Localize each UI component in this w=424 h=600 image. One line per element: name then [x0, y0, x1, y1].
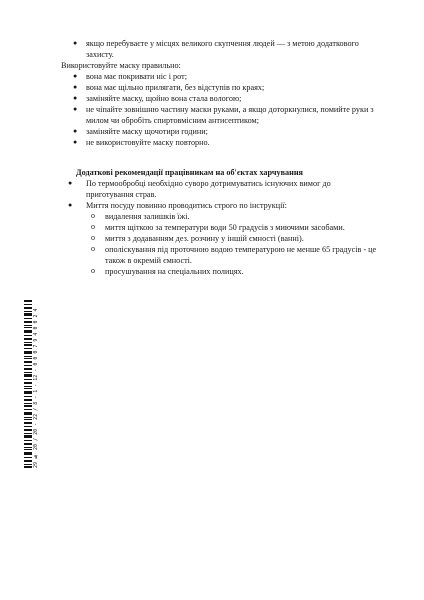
circle-bullet-icon: o	[91, 266, 95, 275]
washing-step: миття щіткою за температури води 50 градусів з миючими засобами.	[105, 223, 345, 232]
circle-bullet-icon: o	[91, 244, 95, 253]
bullet-icon: ●	[73, 83, 78, 91]
barcode-number: 29 № 20 / 20 - 22 / 8 - 1 - 12 - 0 0 0 7 9 4 0 0 2 4	[33, 308, 39, 468]
circle-bullet-icon: o	[91, 222, 95, 231]
bullet-icon: ●	[73, 127, 78, 135]
mask-intro: Використовуйте маску правильно:	[61, 61, 181, 70]
mask-rule: не використовуйте маску повторно.	[86, 138, 210, 147]
bullet-icon: ●	[68, 201, 73, 209]
mask-rule-cont: милом чи обробіть спиртовмісним антисептиком;	[86, 116, 259, 125]
bullet-icon: ●	[68, 179, 73, 187]
mask-rule: вона має щільно прилягати, без відступів по краях;	[86, 83, 265, 92]
recommendation: По термообробці необхідно суворо дотримуватись існуючих вимог до	[86, 179, 331, 188]
bullet-icon: ●	[73, 105, 78, 113]
circle-bullet-icon: o	[91, 211, 95, 220]
mask-rule: заміняйте маску щочотири години;	[86, 127, 208, 136]
washing-step: ополіскування під проточною водою температурою не менше 65 градусів - це	[105, 245, 377, 254]
washing-step: миття з додаванням дез. розчину у іншій ємності (ванні).	[105, 234, 304, 243]
crowd-item-line2: захисту.	[86, 50, 114, 59]
crowd-item-line1: якщо перебуваєте у місцях великого скупчення людей — з метою додаткового	[86, 39, 359, 48]
recommendation-cont: приготування страв.	[86, 190, 157, 199]
bullet-icon: ●	[73, 138, 78, 146]
bullet-icon: ●	[73, 39, 78, 47]
recommendation: Миття посуду повинно проводитись строго по інструкції:	[86, 201, 287, 210]
mask-rule: заміняйте маску, щойно вона стала вологою;	[86, 94, 242, 103]
circle-bullet-icon: o	[91, 233, 95, 242]
section-title: Додаткові рекомендації працівникам на об'єктах харчування	[76, 168, 303, 177]
mask-rule: вона має покривати ніс і рот;	[86, 72, 187, 81]
washing-step-cont: також в окремій ємності.	[105, 256, 192, 265]
bullet-icon: ●	[73, 72, 78, 80]
bullet-icon: ●	[73, 94, 78, 102]
mask-rule: не чіпайте зовнішню частину маски руками, а якщо доторкнулися, помийте руки з	[86, 105, 374, 114]
washing-step: просушування на спеціальних полицях.	[105, 267, 244, 276]
barcode-bars	[24, 300, 32, 468]
washing-step: видалення залишків їжі.	[105, 212, 190, 221]
barcode	[24, 300, 38, 468]
